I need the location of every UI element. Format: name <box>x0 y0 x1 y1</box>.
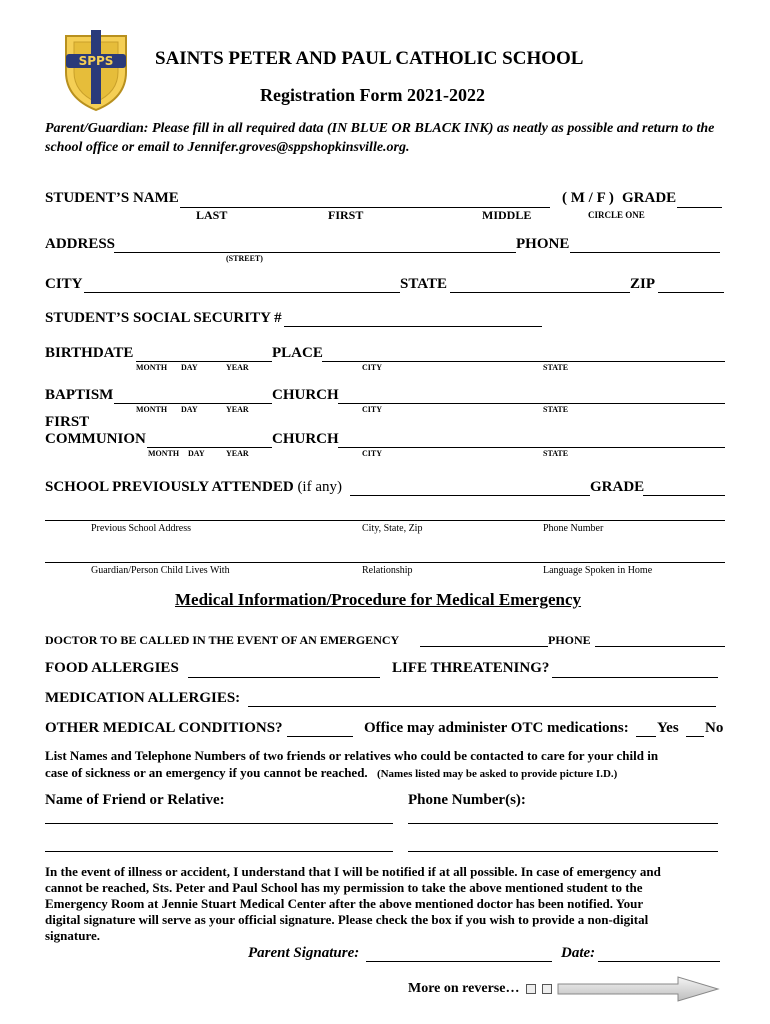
baptism-church-field[interactable] <box>338 403 725 404</box>
sex-label: ( M / F ) <box>562 190 614 206</box>
arrow-right-icon <box>556 975 722 1003</box>
doctor-label: DOCTOR TO BE CALLED IN THE EVENT OF AN EMERGENCY <box>45 633 400 647</box>
sub-state: STATE <box>543 405 569 414</box>
address-label: ADDRESS <box>45 236 116 252</box>
friend-name-field-2[interactable] <box>45 851 393 852</box>
state-field[interactable] <box>450 292 630 293</box>
sub-day: DAY <box>181 363 198 372</box>
grade-label: GRADE <box>622 190 677 206</box>
sub-state: STATE <box>543 363 569 372</box>
city-state-zip-caption: City, State, Zip <box>362 523 423 534</box>
sub-state: STATE <box>543 449 569 458</box>
previous-school-row <box>45 479 342 496</box>
friend-name-field-1[interactable] <box>45 823 393 824</box>
medication-allergies-label: MEDICATION ALLERGIES: <box>45 690 241 706</box>
other-conditions-field[interactable] <box>287 736 353 737</box>
form-title: Registration Form 2021-2022 <box>260 85 485 105</box>
place-label: PLACE <box>272 345 323 361</box>
more-on-reverse <box>408 981 552 997</box>
sub-city: CITY <box>362 363 383 372</box>
previous-grade-label: GRADE <box>590 479 645 495</box>
more-on-reverse-label: More on reverse… <box>408 981 520 996</box>
doctor-phone-label: PHONE <box>548 633 591 647</box>
consent-line-1: In the event of illness or accident, I understand that I will be notified if at all possible. In case of emergency and <box>45 864 661 879</box>
sub-day: DAY <box>188 449 205 458</box>
life-threatening-label: LIFE THREATENING? <box>392 660 550 676</box>
phone-label: PHONE <box>516 236 570 252</box>
medication-allergies-field[interactable] <box>248 706 716 707</box>
sub-last: LAST <box>196 208 228 222</box>
sub-city: CITY <box>362 449 383 458</box>
language-caption: Language Spoken in Home <box>543 565 653 576</box>
zip-label: ZIP <box>630 276 656 292</box>
previous-school-label: SCHOOL PREVIOUSLY ATTENDED <box>45 479 294 495</box>
birthdate-label: BIRTHDATE <box>45 345 134 361</box>
sub-city: CITY <box>362 405 383 414</box>
friend-phone-field-1[interactable] <box>408 823 718 824</box>
otc-yes-label: Yes <box>657 720 679 736</box>
friend-phone-field-2[interactable] <box>408 851 718 852</box>
date-label: Date: <box>561 945 596 961</box>
contacts-instructions-1: List Names and Telephone Numbers of two friends or relatives who could be contacted to care for your child in <box>45 748 659 763</box>
contacts-instructions-text: case of sickness or an emergency if you cannot be reached. <box>45 765 368 780</box>
communion-church-label: CHURCH <box>272 431 339 447</box>
place-field[interactable] <box>322 361 725 362</box>
sub-month: MONTH <box>136 405 168 414</box>
phone-field[interactable] <box>570 252 720 253</box>
consent-line-2: cannot be reached, Sts. Peter and Paul School has my permission to take the above mentioned student to the <box>45 880 643 895</box>
consent-line-3: Emergency Room at Jennie Stuart Medical Center after the above mentioned doctor has been notified. Your <box>45 896 644 911</box>
life-threatening-field[interactable] <box>552 677 718 678</box>
first-label: FIRST <box>45 414 90 430</box>
sub-year: YEAR <box>226 363 249 372</box>
sub-month: MONTH <box>148 449 180 458</box>
sub-year: YEAR <box>226 449 249 458</box>
non-digital-signature-checkbox[interactable] <box>526 984 536 994</box>
friend-label: Name of Friend or Relative: <box>45 792 225 808</box>
guardian-caption: Guardian/Person Child Lives With <box>91 565 230 576</box>
communion-church-field[interactable] <box>338 447 725 448</box>
food-allergies-label: FOOD ALLERGIES <box>45 660 179 676</box>
sub-middle: MIDDLE <box>482 208 532 222</box>
consent-line-4: digital signature will serve as your official signature. Please check the box if you wish to provide a non-digital <box>45 912 649 927</box>
communion-date-field[interactable] <box>147 447 272 448</box>
city-label: CITY <box>45 276 83 292</box>
medical-heading: Medical Information/Procedure for Medical Emergency <box>175 590 582 609</box>
address-field[interactable] <box>114 252 516 253</box>
phone-number-caption: Phone Number <box>543 523 604 534</box>
contacts-note: (Names listed may be asked to provide picture I.D.) <box>376 768 618 780</box>
otc-no-field[interactable] <box>686 736 704 737</box>
sub-circle-one: CIRCLE ONE <box>588 210 645 220</box>
doctor-phone-field[interactable] <box>595 646 725 647</box>
zip-field[interactable] <box>658 292 724 293</box>
grade-field[interactable] <box>677 207 722 208</box>
logo-text: SPPS <box>78 54 114 68</box>
communion-label: COMMUNION <box>45 431 146 447</box>
previous-grade-field[interactable] <box>643 495 725 496</box>
doctor-field[interactable] <box>420 646 548 647</box>
previous-address-caption: Previous School Address <box>91 523 191 534</box>
if-any-label: (if any) <box>297 479 342 495</box>
consent-line-5: signature. <box>45 928 101 943</box>
school-logo <box>60 28 132 112</box>
parent-signature-field[interactable] <box>366 961 552 962</box>
birthdate-field[interactable] <box>136 361 272 362</box>
contacts-instructions-2 <box>45 765 617 781</box>
previous-address-line[interactable] <box>45 520 725 521</box>
otc-label: Office may administer OTC medications: <box>364 720 629 736</box>
baptism-church-label: CHURCH <box>272 387 339 403</box>
sub-first: FIRST <box>328 208 364 222</box>
student-name-label: STUDENT’S NAME <box>45 190 179 206</box>
ssn-label: STUDENT’S SOCIAL SECURITY # <box>45 310 282 326</box>
food-allergies-field[interactable] <box>188 677 380 678</box>
guardian-line[interactable] <box>45 562 725 563</box>
ssn-field[interactable] <box>284 326 542 327</box>
previous-school-field[interactable] <box>350 495 590 496</box>
city-field[interactable] <box>84 292 400 293</box>
relationship-caption: Relationship <box>362 565 413 576</box>
sub-month: MONTH <box>136 363 168 372</box>
sub-street: (STREET) <box>226 254 263 263</box>
phone-numbers-label: Phone Number(s): <box>408 792 526 808</box>
checkbox-2[interactable] <box>542 984 552 994</box>
sub-day: DAY <box>181 405 198 414</box>
sub-year: YEAR <box>226 405 249 414</box>
school-name: SAINTS PETER AND PAUL CATHOLIC SCHOOL <box>155 48 584 69</box>
instructions: Parent/Guardian: Please fill in all required data (IN BLUE OR BLACK INK) as neatly as possible and return to the school office or email to Jennifer.groves@sppshopkinsville.org. <box>45 121 715 155</box>
other-conditions-label: OTHER MEDICAL CONDITIONS? <box>45 720 283 736</box>
otc-yes-field[interactable] <box>636 736 656 737</box>
state-label: STATE <box>400 276 447 292</box>
baptism-label: BAPTISM <box>45 387 114 403</box>
date-field[interactable] <box>598 961 720 962</box>
baptism-date-field[interactable] <box>114 403 272 404</box>
otc-no-label: No <box>705 720 724 736</box>
parent-signature-label: Parent Signature: <box>248 945 360 961</box>
